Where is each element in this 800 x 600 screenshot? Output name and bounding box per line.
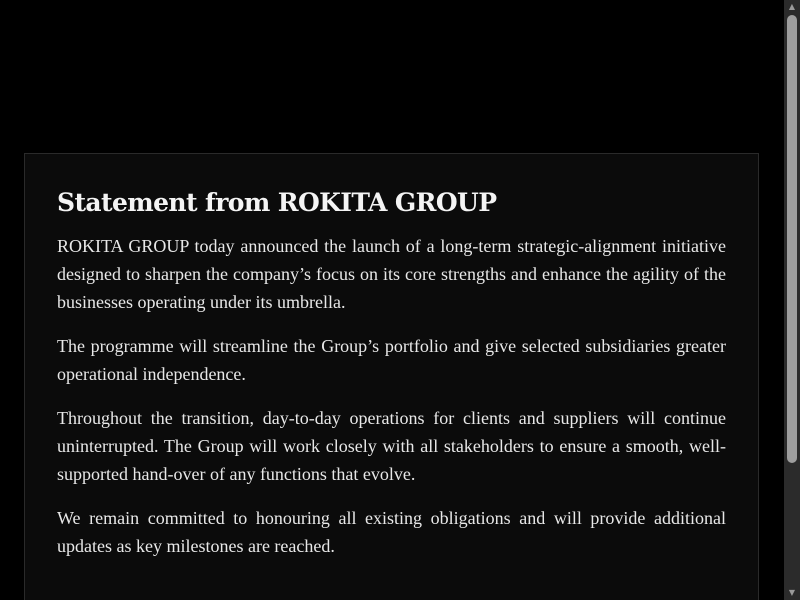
statement-paragraph-2: The programme will streamline the Group’s portfolio and give selected subsidiaries greater operational independence.	[57, 336, 726, 384]
scroll-down-arrow-icon[interactable]: ▼	[788, 588, 796, 597]
statement-paragraph-1: ROKITA GROUP today announced the launch of a long-term strategic-alignment initiative designed to sharpen the company’s focus on its core strengths and enhance the agility of the businesses operating under its umbrella.	[57, 236, 726, 312]
statement-paragraph-4: We remain committed to honouring all existing obligations and will provide additional updates as key milestones are reached.	[57, 508, 726, 556]
scroll-thumb[interactable]	[787, 15, 797, 463]
statement-card	[24, 153, 759, 600]
statement-paragraph-3: Throughout the transition, day-to-day operations for clients and suppliers will continue uninterrupted. The Group will work closely with all stakeholders to ensure a smooth, well-supported hand-over of any functions that evolve.	[57, 408, 726, 484]
vertical-scrollbar[interactable]	[784, 0, 800, 600]
scroll-up-arrow-icon[interactable]: ▲	[788, 2, 796, 11]
statement-title: Statement from ROKITA GROUP	[57, 188, 497, 217]
